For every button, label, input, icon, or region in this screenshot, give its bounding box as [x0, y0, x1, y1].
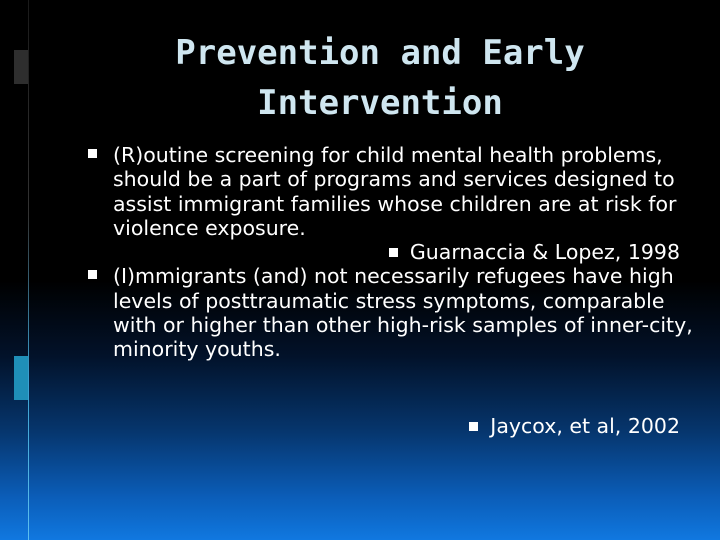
- square-bullet-icon: [88, 149, 97, 158]
- bullet-item-screening: [86, 143, 696, 240]
- title-line-1: Prevention and Early: [175, 33, 585, 73]
- bullet-text: (I)mmigrants (and) not necessarily refugees have high levels of posttraumatic stress symptoms, comparable with or higher than other high-risk samples of inner-city, minority youths.: [113, 264, 693, 362]
- accent-bar-top: [14, 50, 28, 84]
- citation-jaycox: [86, 414, 696, 438]
- square-bullet-icon: [389, 248, 398, 257]
- citation-guarnaccia: [86, 240, 696, 264]
- citation-text: Jaycox, et al, 2002: [490, 413, 680, 438]
- square-bullet-icon: [88, 270, 97, 279]
- square-bullet-icon: [469, 422, 478, 431]
- accent-bar-middle: [14, 356, 28, 400]
- citation-text: Guarnaccia & Lopez, 1998: [409, 240, 680, 265]
- slide-title: [60, 28, 700, 128]
- bullet-text: (R)outine screening for child mental health problems, should be a part of programs and services designed to assist immigrant families whose children are at risk for violence exposure.: [113, 143, 677, 240]
- title-line-2: Intervention: [257, 83, 503, 123]
- divider-line: [28, 0, 29, 540]
- bullet-list: [86, 143, 696, 438]
- bullet-item-immigrants: [86, 264, 696, 361]
